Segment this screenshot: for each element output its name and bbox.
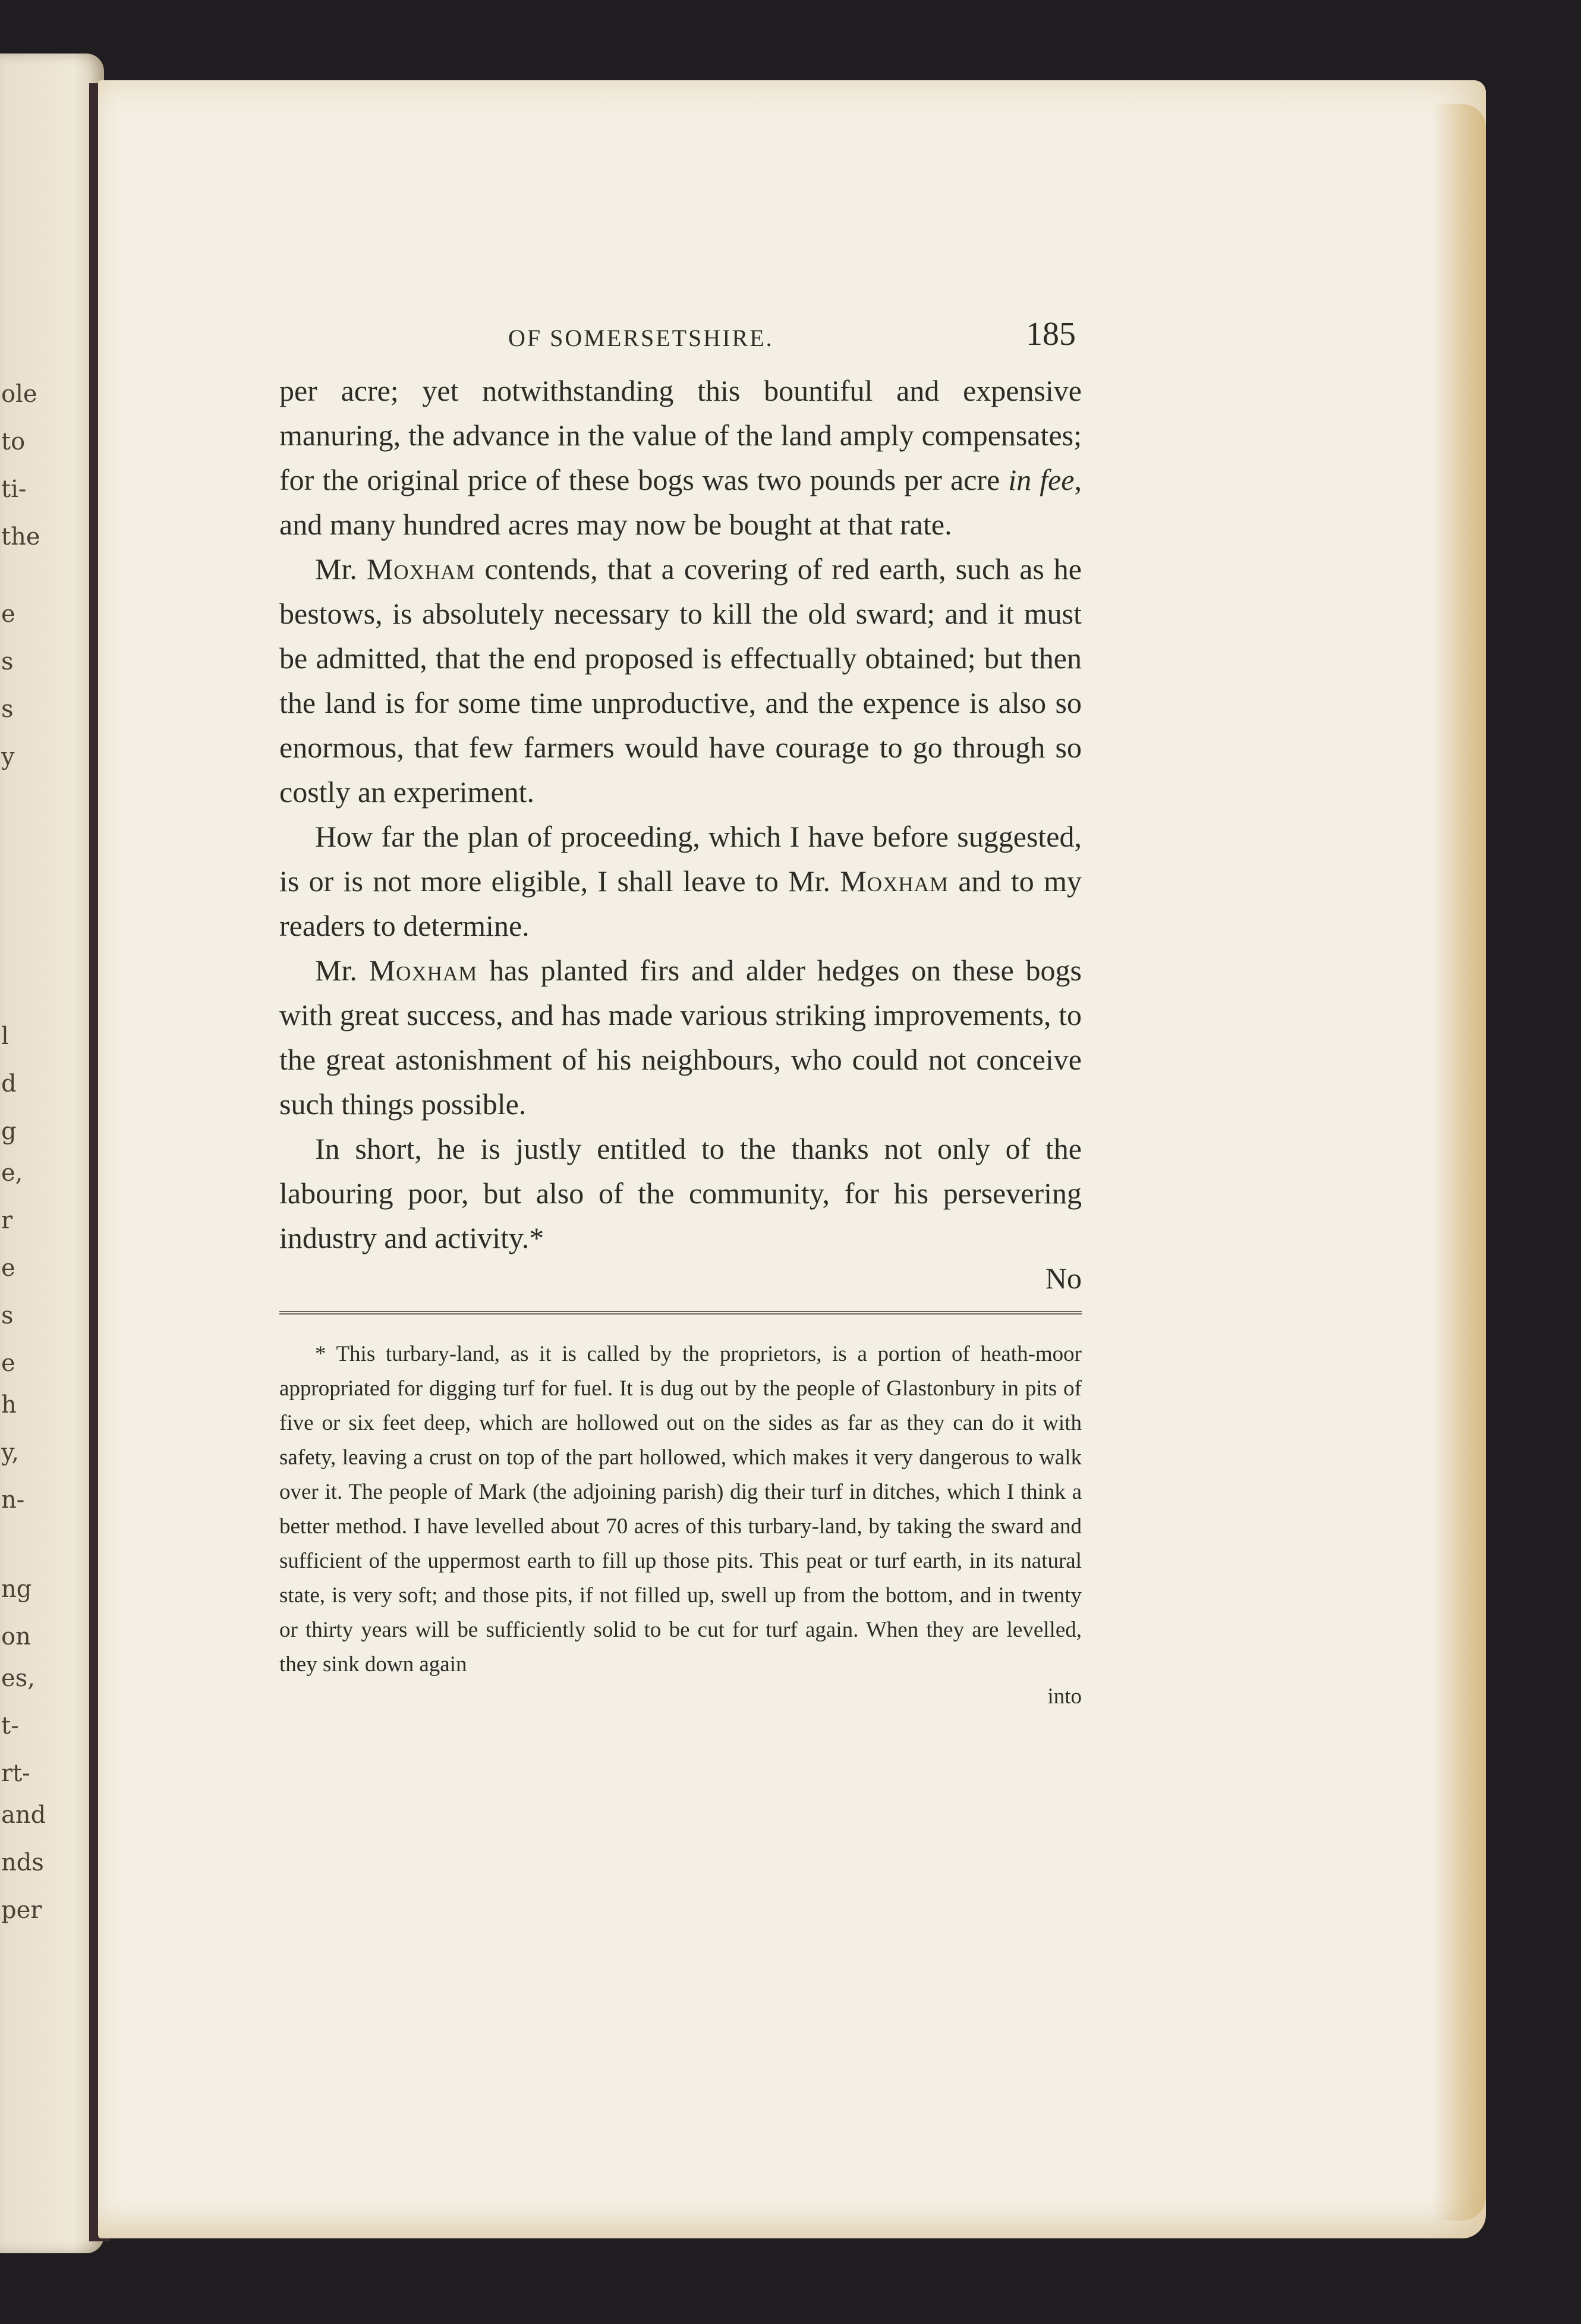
paragraph-4-text: has planted firs and alder hedges on these bogs with great success, and has made various striking improvements, to the great astonishment of his neighbours, who could not conceive such things possible. (279, 954, 1082, 1121)
left-page-fragment: s (1, 648, 14, 675)
paragraph-2 (279, 547, 1082, 814)
left-page-fragment: ole (1, 380, 37, 408)
left-page-fragment: ti- (1, 476, 27, 503)
person-name: Moxham (369, 954, 478, 987)
paragraph-3-end: and to my readers to determine. (279, 864, 1082, 942)
left-page-fragment: t- (1, 1712, 19, 1740)
page-header (279, 309, 1082, 369)
left-page-fragment: e (1, 1350, 15, 1377)
left-page-fragment: s (1, 1302, 14, 1329)
footnote: * This turbary-land, as it is called by the proprietors, is a portion of heath-moor appropriated for digging turf for fuel. It is dug out by the people of Glastonbury in pits of five or six feet deep, which are hollowed out on the sides as far as they can do it with safety, leaving a crust on top of the part hollowed, which makes it very dangerous to walk over it. The people of Mark (the adjoining parish) dig their turf in ditches, which I think a better method. I have levelled about 70 acres of this turbary-land, by taking the sward and sufficient of the uppermost earth to fill up those pits. This peat or turf earth, in its natural state, is very soft; and those pits, if not filled up, swell up from the bottom, and in twenty or thirty years will be sufficiently solid to be cut for turf again. When they are levelled, they sink down again (279, 1342, 1082, 1677)
left-page-fragment: r (1, 1207, 13, 1234)
page-content (279, 309, 1082, 1712)
left-page-fragment: per (1, 1897, 42, 1924)
paragraph-5: In short, he is justly entitled to the thanks not only of the labouring poor, but also of the community, for his persevering industry and activity.* (279, 1132, 1082, 1254)
left-page-fragment: y, (1, 1439, 19, 1466)
person-name: Moxham (366, 552, 475, 586)
left-page-fragment: es, (1, 1665, 35, 1692)
paragraph-3-start: How far the plan of proceeding, which I have before suggested, is or is not more eligible, I shall leave to Mr. (279, 820, 1082, 898)
paragraph-1-end: , and many hundred acres may now be bought at that rate. (279, 463, 1082, 541)
page-number: 185 (1026, 316, 1076, 353)
paragraph-1 (279, 369, 1082, 547)
left-page-fragment: n- (1, 1486, 25, 1514)
left-page-fragment: the (1, 523, 40, 551)
left-page-text-fragments (0, 54, 104, 2253)
left-page-fragment: ng (1, 1575, 32, 1603)
body-text (279, 369, 1082, 1260)
left-page-fragment: on (1, 1623, 31, 1650)
paragraph-2-text: contends, that a covering of red earth, such as he bestows, is absolutely necessary to kill the old sward; and it must be admitted, that the end proposed is effectually obtained; but then the land is for some time unproductive, and the expence is also so enormous, that few farmers would have courage to go through so costly an experiment. (279, 552, 1082, 809)
paragraph-3 (279, 814, 1082, 948)
left-page-fragment: y (1, 743, 15, 771)
paragraph-4 (279, 948, 1082, 1127)
left-page-fragment: to (1, 428, 26, 455)
left-page-fragment: h (1, 1391, 17, 1419)
left-page-fragment: and (1, 1801, 46, 1829)
paragraph-1-text: per acre; yet notwithstanding this bountiful and expensive manuring, the advance in the value of the land amply compensates; for the original price of these bogs was two pounds per acre (279, 374, 1082, 496)
person-name: Moxham (840, 864, 949, 898)
left-page-fragment: nds (1, 1849, 44, 1876)
left-page (0, 54, 104, 2253)
left-page-fragment: s (1, 696, 14, 723)
italic-phrase: in fee (1008, 463, 1075, 496)
page-edge (1432, 104, 1486, 2221)
left-page-fragment: d (1, 1070, 17, 1097)
left-page-fragment: e, (1, 1159, 23, 1187)
left-page-fragment: rt- (1, 1760, 30, 1787)
footnote-rule (279, 1311, 1082, 1314)
paragraph-4-start: Mr. (315, 954, 357, 987)
paragraph-2-start: Mr. (315, 552, 357, 586)
left-page-fragment: e (1, 1254, 15, 1282)
catchword: No (1045, 1262, 1082, 1295)
left-page-fragment: g (1, 1118, 17, 1145)
left-page-fragment: l (1, 1023, 9, 1050)
left-page-fragment: e (1, 600, 15, 628)
footnote-catchword: into (1047, 1684, 1082, 1709)
running-head: OF SOMERSETSHIRE. (508, 325, 774, 351)
